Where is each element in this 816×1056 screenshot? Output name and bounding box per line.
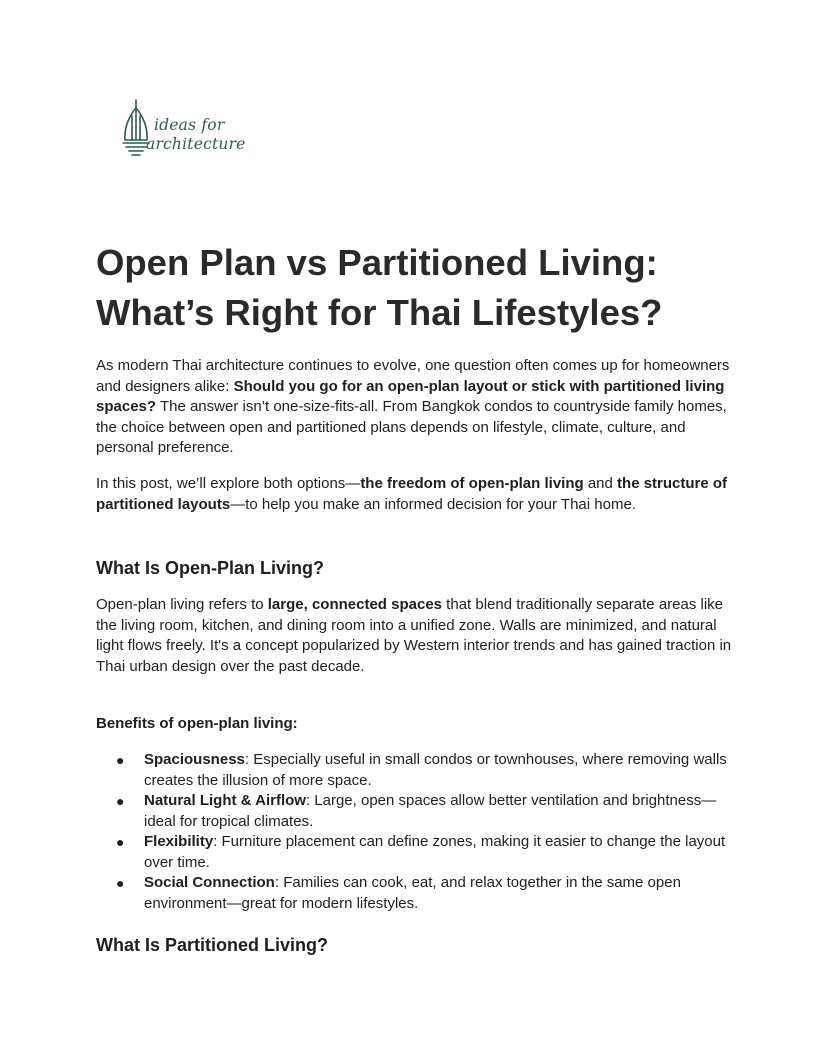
intro-bold-1: Should you go for an open-plan layout or stick with partitioned living spaces? bbox=[96, 377, 725, 415]
post-bold-1: the freedom of open-plan living bbox=[360, 475, 584, 492]
open-plan-paragraph bbox=[96, 595, 736, 677]
post-text-3: —to help you make an informed decision for your Thai home. bbox=[230, 495, 636, 513]
list-item bbox=[96, 791, 736, 832]
intro-paragraph bbox=[96, 356, 736, 459]
brand-logo bbox=[116, 98, 246, 162]
benefit-desc: : Families can cook, eat, and relax together in the same open environment—great for modern lifestyles. bbox=[144, 874, 681, 912]
benefit-term: Spaciousness bbox=[144, 751, 245, 768]
bullet-icon: ● bbox=[116, 834, 125, 850]
open-plan-text-2: that blend traditionally separate areas like the living room, kitchen, and dining room into a unified zone. Walls are minimized, and natural light flows freely. It's a concept popularized by Western interior trends and has gained traction in Thai urban design over the past decade. bbox=[96, 596, 732, 675]
post-text-2: and bbox=[583, 475, 618, 492]
open-plan-bold-1: large, connected spaces bbox=[267, 596, 443, 613]
intro-text-1: As modern Thai architecture continues to evolve, one question often comes up for homeowners and designers alike: bbox=[96, 357, 730, 395]
logo-text-line2: architecture bbox=[146, 135, 246, 153]
section-heading-open-plan: What Is Open-Plan Living? bbox=[96, 558, 325, 578]
intro-text-2: The answer isn’t one-size-fits-all. From Bangkok condos to countryside family homes, the choice between open and partitioned plans depends on lifestyle, climate, culture, and personal preference. bbox=[96, 398, 727, 456]
title-line2: What’s Right for Thai Lifestyles? bbox=[96, 292, 663, 333]
open-plan-text-1: Open-plan living refers to bbox=[96, 596, 268, 613]
bullet-icon: ● bbox=[116, 752, 125, 768]
post-bold-2: the structure of partitioned layouts bbox=[96, 475, 728, 513]
benefit-term: Flexibility bbox=[144, 833, 214, 850]
benefit-desc: : Furniture placement can define zones, making it easier to change the layout over time. bbox=[144, 833, 726, 871]
benefit-term: Natural Light & Airflow bbox=[144, 792, 306, 809]
bullet-icon: ● bbox=[116, 875, 125, 891]
list-item bbox=[96, 750, 736, 791]
post-paragraph bbox=[96, 474, 736, 515]
benefit-term: Social Connection bbox=[144, 874, 275, 891]
post-text-1: In this post, we’ll explore both options— bbox=[96, 475, 361, 492]
page-title bbox=[96, 238, 776, 338]
benefits-list bbox=[96, 750, 736, 914]
benefit-desc: : Large, open spaces allow better ventilation and brightness—ideal for tropical climates. bbox=[144, 792, 717, 830]
benefit-desc: : Especially useful in small condos or townhouses, where removing walls creates the illusion of more space. bbox=[144, 751, 727, 789]
bullet-icon: ● bbox=[116, 793, 125, 809]
list-item bbox=[96, 873, 736, 914]
title-line1: Open Plan vs Partitioned Living: bbox=[96, 242, 658, 283]
list-item bbox=[96, 832, 736, 873]
benefits-heading: Benefits of open-plan living: bbox=[96, 715, 298, 732]
logo-text-line1: ideas for bbox=[154, 116, 225, 134]
section-heading-partitioned: What Is Partitioned Living? bbox=[96, 935, 329, 955]
